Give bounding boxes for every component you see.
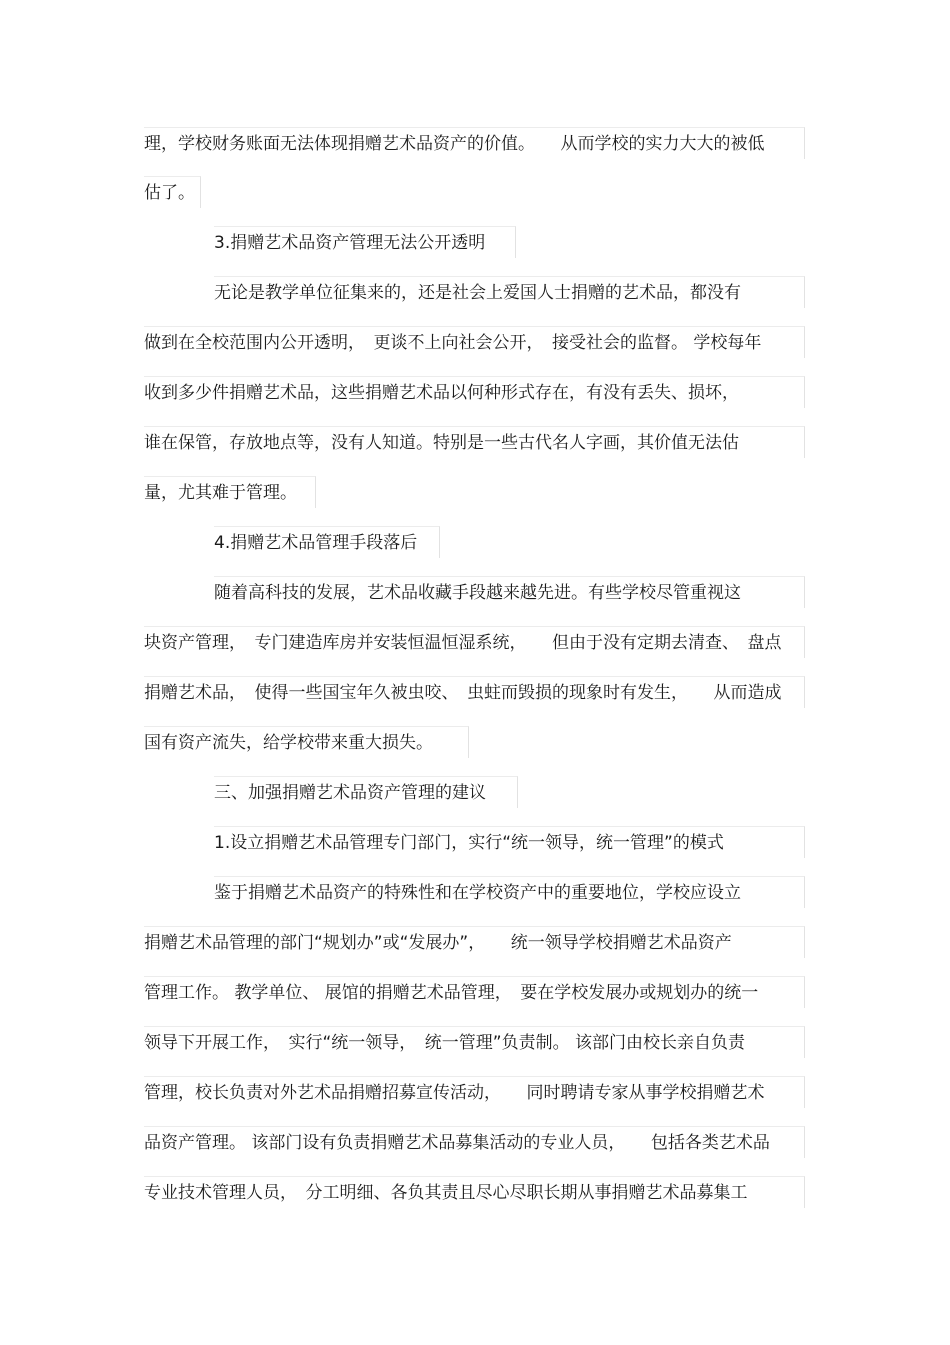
text-line: 无论是教学单位征集来的，还是社会上爱国人士捐赠的艺术品，都没有 <box>214 276 805 308</box>
text-line: 管理工作。 教学单位、 展馆的捐赠艺术品管理， 要在学校发展办或规划办的统一 <box>144 976 805 1008</box>
text-line: 品资产管理。 该部门设有负责捐赠艺术品募集活动的专业人员， 包括各类艺术品 <box>144 1126 805 1158</box>
text-line: 领导下开展工作， 实行“统一领导， 统一管理”负责制。 该部门由校长亲自负责 <box>144 1026 805 1058</box>
text-line: 鉴于捐赠艺术品资产的特殊性和在学校资产中的重要地位，学校应设立 <box>214 876 805 908</box>
text-line: 估了。 <box>144 176 201 208</box>
text-line: 理，学校财务账面无法体现捐赠艺术品资产的价值。 从而学校的实力大大的被低 <box>144 127 805 159</box>
text-line: 做到在全校范围内公开透明， 更谈不上向社会公开， 接受社会的监督。 学校每年 <box>144 326 805 358</box>
text-line: 捐赠艺术品管理的部门“规划办”或“发展办”， 统一领导学校捐赠艺术品资产 <box>144 926 805 958</box>
text-line: 块资产管理， 专门建造库房并安装恒温恒湿系统， 但由于没有定期去清查、 盘点 <box>144 626 805 658</box>
text-line: 量，尤其难于管理。 <box>144 476 316 508</box>
text-line: 捐赠艺术品， 使得一些国宝年久被虫咬、 虫蛀而毁损的现象时有发生， 从而造成 <box>144 676 805 708</box>
text-line: 国有资产流失，给学校带来重大损失。 <box>144 726 469 758</box>
section-heading: 三、加强捐赠艺术品资产管理的建议 <box>214 776 518 808</box>
text-line: 收到多少件捐赠艺术品，这些捐赠艺术品以何种形式存在，有没有丢失、损坏， <box>144 376 805 408</box>
text-line: 专业技术管理人员， 分工明细、各负其责且尽心尽职长期从事捐赠艺术品募集工 <box>144 1176 805 1208</box>
section-heading: 1.设立捐赠艺术品管理专门部门，实行“统一领导，统一管理”的模式 <box>214 826 805 858</box>
text-line: 谁在保管，存放地点等，没有人知道。特别是一些古代名人字画，其价值无法估 <box>144 426 805 458</box>
section-heading: 3.捐赠艺术品资产管理无法公开透明 <box>214 226 516 258</box>
text-line: 随着高科技的发展，艺术品收藏手段越来越先进。有些学校尽管重视这 <box>214 576 805 608</box>
section-heading: 4.捐赠艺术品管理手段落后 <box>214 526 440 558</box>
text-line: 管理，校长负责对外艺术品捐赠招募宣传活动， 同时聘请专家从事学校捐赠艺术 <box>144 1076 805 1108</box>
